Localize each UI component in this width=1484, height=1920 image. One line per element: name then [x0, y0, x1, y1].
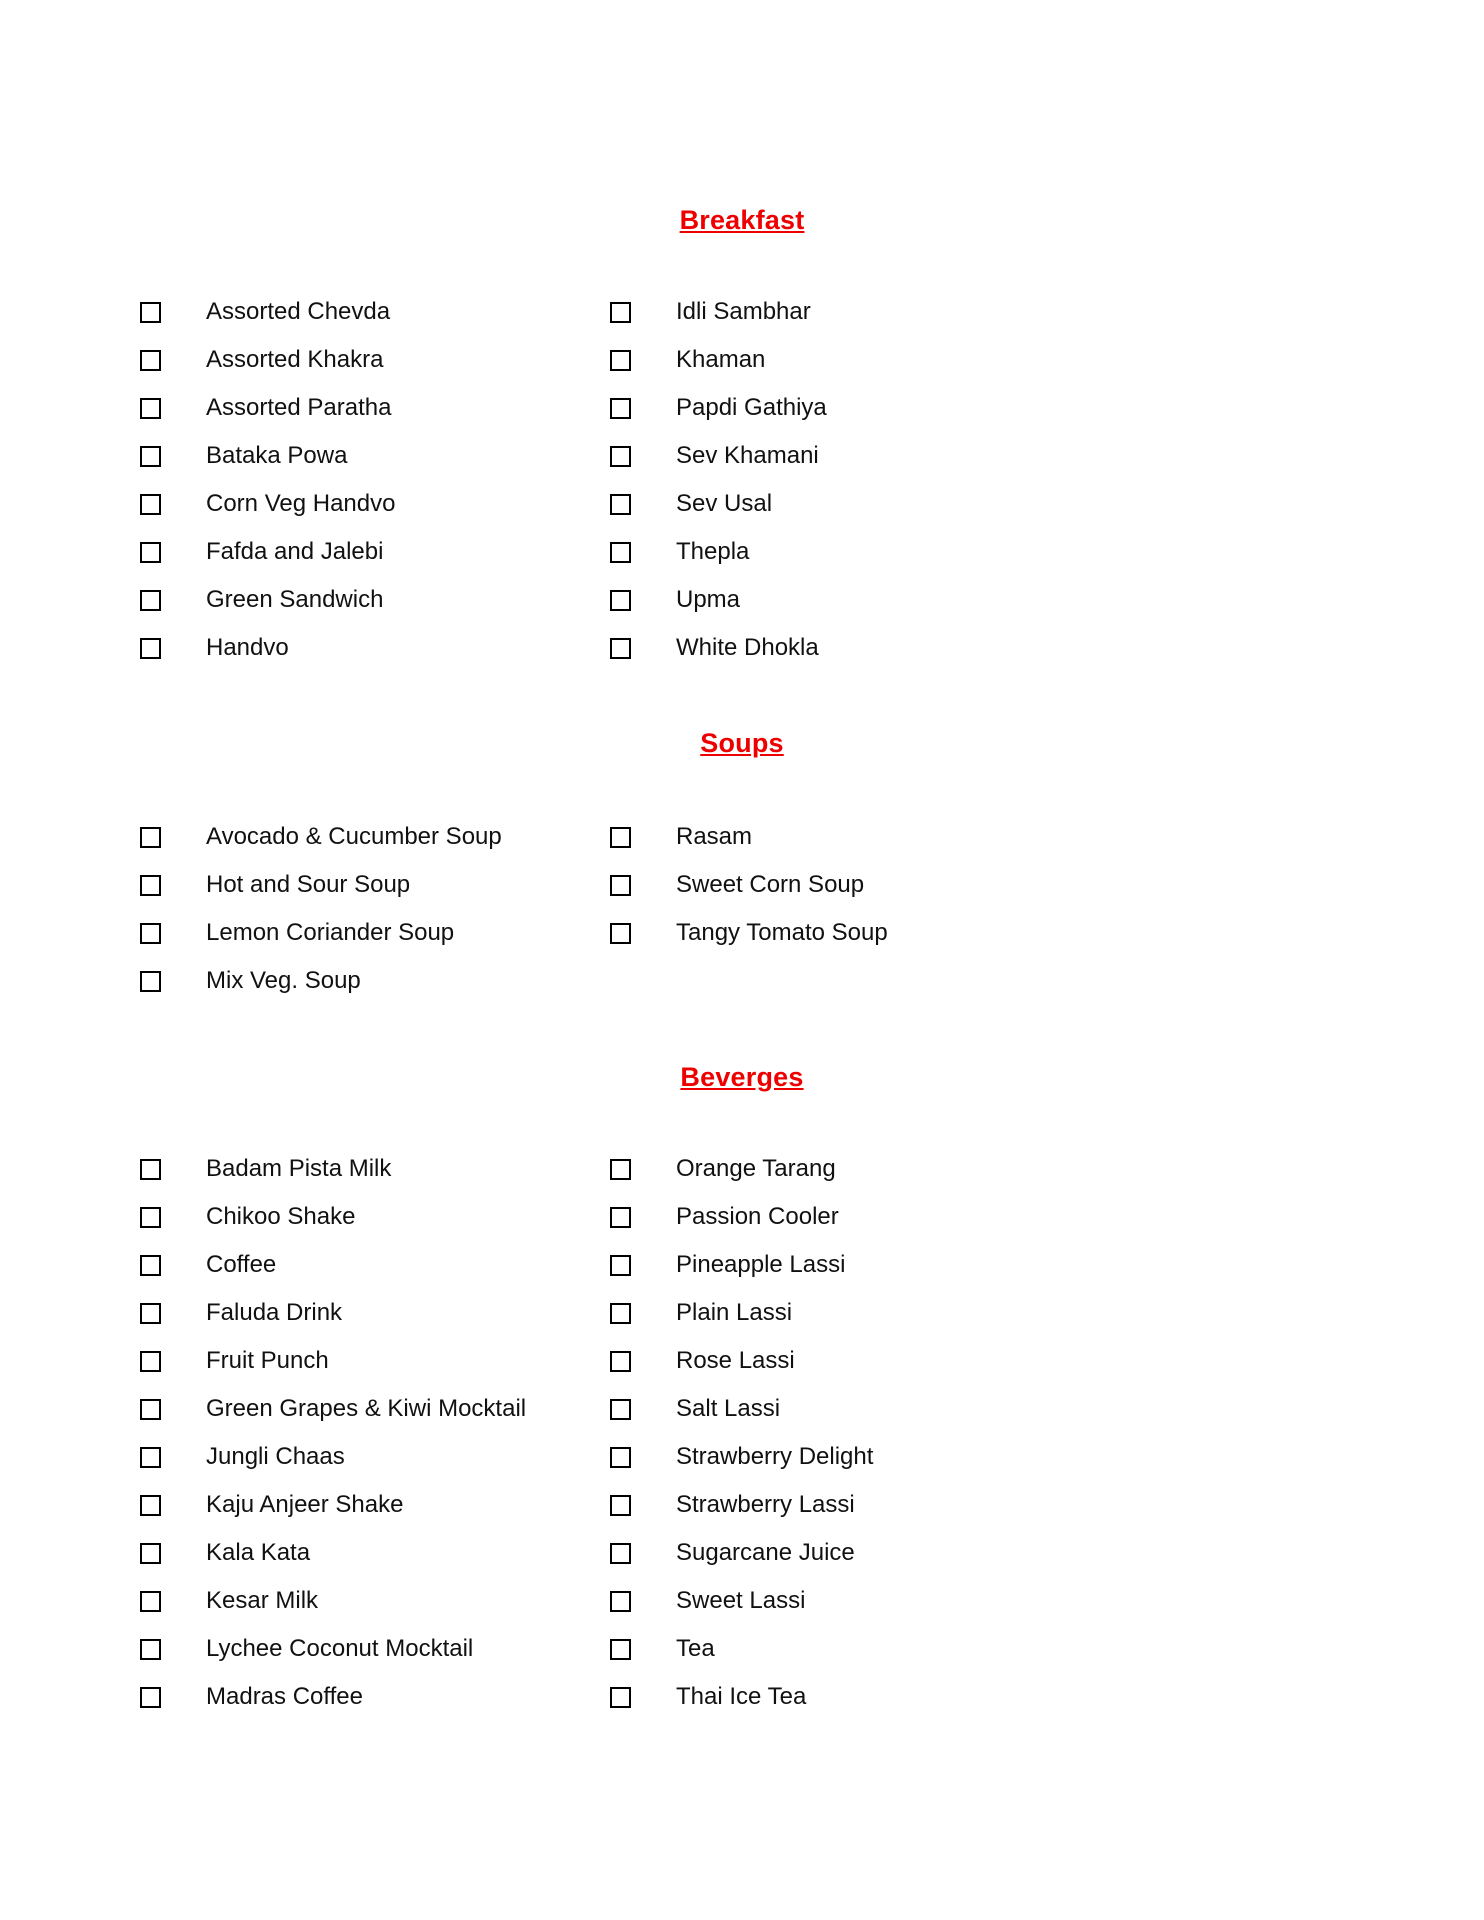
item-label: Bataka Powa	[206, 442, 348, 469]
list-item[interactable]	[610, 1625, 1360, 1673]
column-right-breakfast	[600, 288, 1360, 672]
list-item[interactable]	[610, 336, 1360, 384]
item-label: Upma	[676, 586, 741, 613]
checkbox-icon[interactable]	[140, 1159, 161, 1180]
list-item[interactable]	[610, 1529, 1360, 1577]
item-label: Sev Usal	[676, 490, 773, 517]
list-item[interactable]	[140, 288, 600, 336]
checkbox-icon[interactable]	[610, 1159, 631, 1180]
item-label: Kala Kata	[206, 1539, 311, 1566]
list-item[interactable]	[140, 1241, 600, 1289]
list-item[interactable]	[610, 1481, 1360, 1529]
section-title-breakfast: Breakfast	[679, 205, 805, 235]
checkbox-icon[interactable]	[140, 350, 161, 371]
item-label: Orange Tarang	[676, 1155, 836, 1182]
item-label: Chikoo Shake	[206, 1203, 356, 1230]
section-soups	[0, 672, 1484, 1005]
checkbox-icon[interactable]	[140, 923, 161, 944]
list-item[interactable]	[140, 1673, 600, 1721]
list-item[interactable]	[140, 1145, 600, 1193]
list-item[interactable]	[140, 1529, 600, 1577]
list-item[interactable]	[610, 1433, 1360, 1481]
checkbox-icon[interactable]	[610, 638, 631, 659]
checkbox-icon[interactable]	[140, 1207, 161, 1228]
checkbox-icon[interactable]	[140, 827, 161, 848]
checkbox-icon[interactable]	[610, 1495, 631, 1516]
checkbox-icon[interactable]	[610, 1207, 631, 1228]
item-label: Thepla	[676, 538, 750, 565]
checkbox-icon[interactable]	[610, 827, 631, 848]
item-label: Corn Veg Handvo	[206, 490, 396, 517]
checkbox-icon[interactable]	[140, 875, 161, 896]
item-label: Assorted Khakra	[206, 346, 384, 373]
checkbox-icon[interactable]	[610, 875, 631, 896]
list-item[interactable]	[610, 1577, 1360, 1625]
list-item[interactable]	[140, 1289, 600, 1337]
list-item[interactable]	[610, 813, 1360, 861]
checkbox-icon[interactable]	[610, 1351, 631, 1372]
item-label: Madras Coffee	[206, 1683, 363, 1710]
checkbox-icon[interactable]	[140, 1495, 161, 1516]
list-item[interactable]	[140, 1481, 600, 1529]
checkbox-icon[interactable]	[140, 542, 161, 563]
section-beverges	[0, 1005, 1484, 1721]
checkbox-icon[interactable]	[140, 494, 161, 515]
item-label: Pineapple Lassi	[676, 1251, 846, 1278]
list-item[interactable]	[140, 957, 600, 1005]
item-label: Strawberry Delight	[676, 1443, 874, 1470]
list-item[interactable]	[140, 1577, 600, 1625]
item-label: Hot and Sour Soup	[206, 871, 411, 898]
checkbox-icon[interactable]	[610, 350, 631, 371]
section-columns-soups	[0, 759, 1484, 1005]
list-item[interactable]	[610, 909, 1360, 957]
item-label: Plain Lassi	[676, 1299, 793, 1326]
list-item[interactable]	[140, 432, 600, 480]
item-label: Kesar Milk	[206, 1587, 319, 1614]
item-label: Idli Sambhar	[676, 298, 811, 325]
item-label: Kaju Anjeer Shake	[206, 1491, 404, 1518]
item-label: Green Sandwich	[206, 586, 384, 613]
list-item[interactable]	[610, 1673, 1360, 1721]
checkbox-icon[interactable]	[610, 1255, 631, 1276]
item-label: Strawberry Lassi	[676, 1491, 855, 1518]
list-item[interactable]	[610, 1241, 1360, 1289]
list-item[interactable]	[610, 1289, 1360, 1337]
item-label: Tea	[676, 1635, 715, 1662]
item-label: Avocado & Cucumber Soup	[206, 823, 502, 850]
list-item[interactable]	[140, 576, 600, 624]
item-label: Fafda and Jalebi	[206, 538, 384, 565]
checkbox-icon[interactable]	[610, 1399, 631, 1420]
checkbox-icon[interactable]	[140, 1351, 161, 1372]
item-label: Rasam	[676, 823, 753, 850]
item-label: Sugarcane Juice	[676, 1539, 855, 1566]
list-item[interactable]	[140, 624, 600, 672]
list-item[interactable]	[610, 624, 1360, 672]
list-item[interactable]	[140, 1385, 600, 1433]
checkbox-icon[interactable]	[140, 446, 161, 467]
section-title-beverges: Beverges	[680, 1062, 804, 1092]
list-item[interactable]	[610, 576, 1360, 624]
section-columns-breakfast	[0, 236, 1484, 672]
list-item[interactable]	[610, 528, 1360, 576]
item-label: Thai Ice Tea	[676, 1683, 807, 1710]
list-item[interactable]	[610, 432, 1360, 480]
checkbox-icon[interactable]	[610, 1303, 631, 1324]
list-item[interactable]	[610, 1145, 1360, 1193]
item-label: Sweet Lassi	[676, 1587, 806, 1614]
item-label: Sev Khamani	[676, 442, 819, 469]
item-label: Fruit Punch	[206, 1347, 329, 1374]
item-label: Assorted Chevda	[206, 298, 391, 325]
item-label: Faluda Drink	[206, 1299, 343, 1326]
list-item[interactable]	[140, 1625, 600, 1673]
checkbox-icon[interactable]	[610, 494, 631, 515]
list-item[interactable]	[140, 336, 600, 384]
checkbox-icon[interactable]	[140, 1303, 161, 1324]
checkbox-icon[interactable]	[610, 542, 631, 563]
list-item[interactable]	[140, 480, 600, 528]
checkbox-icon[interactable]	[610, 1591, 631, 1612]
column-right-beverges	[600, 1145, 1360, 1721]
column-left-breakfast	[0, 288, 600, 672]
item-label: Khaman	[676, 346, 766, 373]
checkbox-icon[interactable]	[610, 923, 631, 944]
item-label: Lychee Coconut Mocktail	[206, 1635, 474, 1662]
checkbox-icon[interactable]	[610, 1639, 631, 1660]
checkbox-icon[interactable]	[140, 971, 161, 992]
checkbox-icon[interactable]	[610, 590, 631, 611]
checkbox-icon[interactable]	[140, 1639, 161, 1660]
section-columns-beverges	[0, 1093, 1484, 1721]
list-item[interactable]	[140, 861, 600, 909]
list-item[interactable]	[610, 1337, 1360, 1385]
list-item[interactable]	[140, 1337, 600, 1385]
list-item[interactable]	[610, 861, 1360, 909]
list-item[interactable]	[610, 288, 1360, 336]
list-item[interactable]	[140, 909, 600, 957]
section-breakfast	[0, 0, 1484, 672]
item-label: Salt Lassi	[676, 1395, 781, 1422]
checkbox-icon[interactable]	[140, 1447, 161, 1468]
checkbox-icon[interactable]	[610, 446, 631, 467]
checkbox-icon[interactable]	[610, 1543, 631, 1564]
item-label: Badam Pista Milk	[206, 1155, 392, 1182]
checkbox-icon[interactable]	[610, 398, 631, 419]
list-item[interactable]	[610, 384, 1360, 432]
checkbox-icon[interactable]	[140, 1687, 161, 1708]
item-label: Sweet Corn Soup	[676, 871, 865, 898]
list-item[interactable]	[610, 1193, 1360, 1241]
item-label: Passion Cooler	[676, 1203, 839, 1230]
item-label: Mix Veg. Soup	[206, 967, 361, 994]
list-item[interactable]	[140, 813, 600, 861]
item-label: Rose Lassi	[676, 1347, 795, 1374]
checkbox-icon[interactable]	[140, 1591, 161, 1612]
section-title-soups: Soups	[700, 728, 784, 758]
list-item[interactable]	[140, 1433, 600, 1481]
checkbox-icon[interactable]	[140, 302, 161, 323]
list-item[interactable]	[610, 480, 1360, 528]
checkbox-icon[interactable]	[610, 1687, 631, 1708]
checkbox-icon[interactable]	[610, 302, 631, 323]
list-item[interactable]	[140, 384, 600, 432]
column-right-soups	[600, 813, 1360, 957]
list-item[interactable]	[610, 1385, 1360, 1433]
checkbox-icon[interactable]	[140, 638, 161, 659]
list-item[interactable]	[140, 1193, 600, 1241]
checkbox-icon[interactable]	[140, 398, 161, 419]
column-left-soups	[0, 813, 600, 1005]
item-label: Coffee	[206, 1251, 277, 1278]
item-label: Handvo	[206, 634, 289, 661]
checkbox-icon[interactable]	[140, 1399, 161, 1420]
item-label: Lemon Coriander Soup	[206, 919, 455, 946]
item-label: Green Grapes & Kiwi Mocktail	[206, 1395, 527, 1422]
item-label: Tangy Tomato Soup	[676, 919, 888, 946]
checkbox-icon[interactable]	[140, 590, 161, 611]
list-item[interactable]	[140, 528, 600, 576]
checkbox-icon[interactable]	[610, 1447, 631, 1468]
item-label: Papdi Gathiya	[676, 394, 827, 421]
item-label: Assorted Paratha	[206, 394, 392, 421]
checkbox-icon[interactable]	[140, 1255, 161, 1276]
checkbox-icon[interactable]	[140, 1543, 161, 1564]
item-label: White Dhokla	[676, 634, 819, 661]
item-label: Jungli Chaas	[206, 1443, 345, 1470]
column-left-beverges	[0, 1145, 600, 1721]
